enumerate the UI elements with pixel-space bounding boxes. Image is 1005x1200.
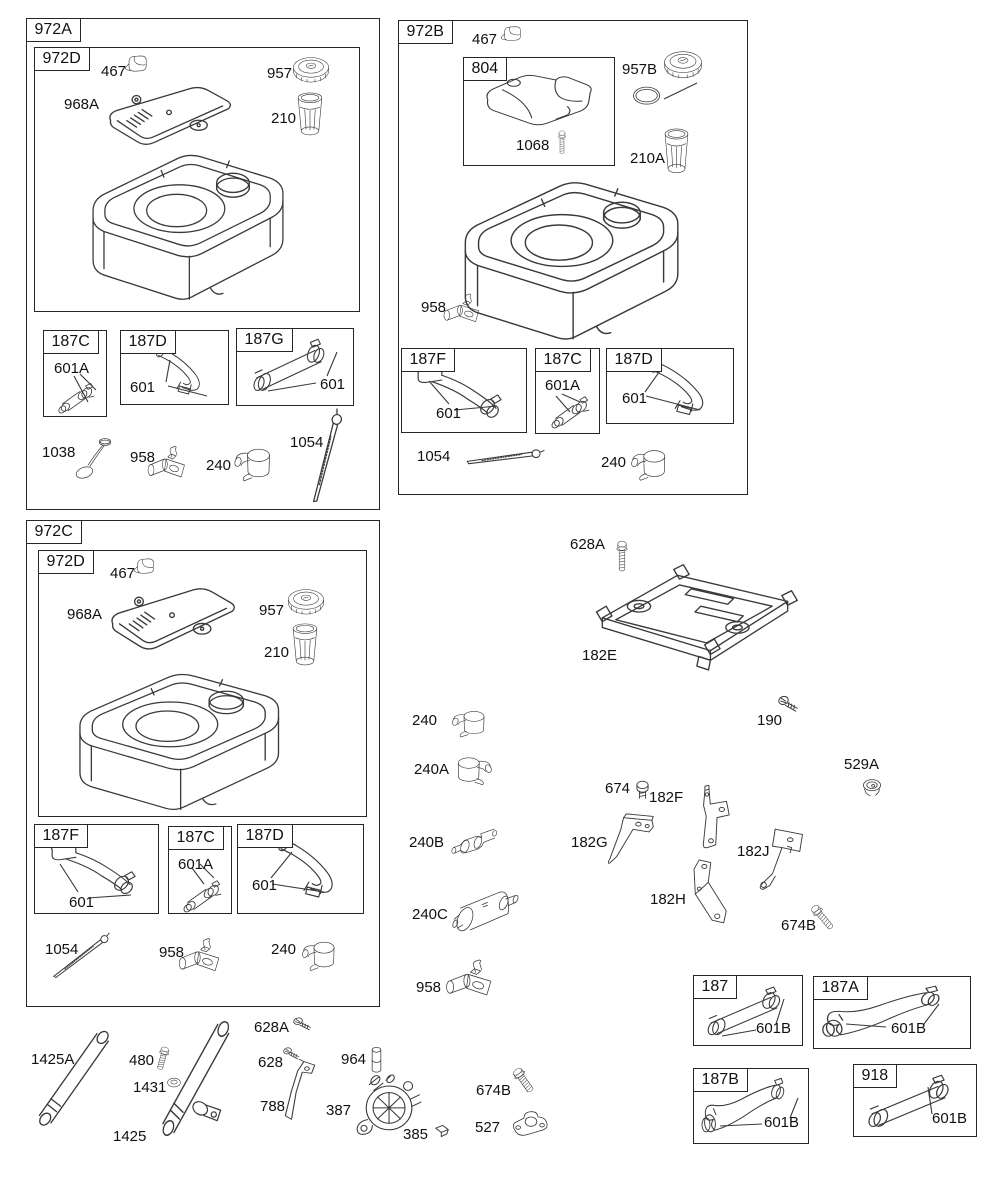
section-tag-187C-c: 187C: [168, 826, 224, 850]
part-label-958-b: 958: [421, 299, 447, 316]
part-label-210A: 210A: [630, 150, 666, 167]
part-label-182G: 182G: [571, 834, 608, 851]
part-label-240-mid: 240: [412, 712, 438, 729]
part-label-958-c: 958: [159, 944, 185, 961]
section-tag-187: 187: [693, 975, 738, 999]
section-tag-187D-b: 187D: [606, 348, 662, 372]
bracket-drawing-182J: [752, 824, 810, 896]
part-label-240A: 240A: [414, 761, 450, 778]
part-label-240B: 240B: [409, 834, 445, 851]
part-label-674B-bottom: 674B: [476, 1082, 512, 1099]
section-tag-972D-a: 972D: [34, 47, 90, 71]
part-label-628A-bottom: 628A: [254, 1019, 290, 1036]
elbow-fitting-drawing-240-c: [298, 934, 340, 976]
part-label-601B-187B: 601B: [764, 1114, 800, 1131]
part-label-957-a: 957: [267, 65, 293, 82]
filter-screen-drawing-210-c: [291, 623, 319, 668]
part-label-601-187F-c: 601: [69, 894, 95, 911]
fuel-valve-drawing-958-c: [177, 934, 227, 978]
part-label-628A-mid: 628A: [570, 536, 606, 553]
part-label-1054-a: 1054: [290, 434, 324, 451]
section-tag-187C-a: 187C: [43, 330, 99, 354]
fuel-valve-drawing-958-b: [442, 290, 486, 328]
part-label-957B: 957B: [622, 61, 658, 78]
screw-drawing-385: [433, 1124, 451, 1138]
section-tag-187D-a: 187D: [120, 330, 176, 354]
part-label-210-c: 210: [264, 644, 290, 661]
part-label-958-a: 958: [130, 449, 156, 466]
part-label-190: 190: [757, 712, 783, 729]
part-label-601A-a: 601A: [54, 360, 90, 377]
part-label-601-187D-b: 601: [622, 390, 648, 407]
part-label-480: 480: [129, 1052, 155, 1069]
part-label-968A-c: 968A: [67, 606, 103, 623]
elbow-fitting-drawing-240-mid: [448, 704, 490, 742]
section-tag-187F-b: 187F: [401, 348, 455, 372]
section-tag-804: 804: [463, 57, 508, 81]
tank-cover-drawing-968A-c: [104, 585, 240, 655]
section-tag-972A: 972A: [26, 18, 81, 42]
inline-filter-drawing-240C: [452, 880, 522, 936]
cap-tether-ring-drawing-957B: [630, 82, 668, 107]
part-label-601-187F-b: 601: [436, 405, 462, 422]
part-label-385: 385: [403, 1126, 429, 1143]
part-label-1054-c: 1054: [45, 941, 79, 958]
part-label-182J: 182J: [737, 843, 770, 860]
section-tag-972D-c: 972D: [38, 550, 94, 574]
bolt-drawing-674: [635, 780, 650, 802]
part-label-1054-b: 1054: [417, 448, 451, 465]
clamp-drawing-527: [510, 1110, 552, 1138]
part-label-601-187D-a: 601: [130, 379, 156, 396]
screw-drawing-628A-bottom: [293, 1016, 313, 1032]
part-label-1425: 1425: [113, 1128, 147, 1145]
part-label-387: 387: [326, 1102, 352, 1119]
part-label-529A: 529A: [844, 756, 880, 773]
part-label-467-a: 467: [101, 63, 127, 80]
section-tag-972C: 972C: [26, 520, 82, 544]
part-label-467-b: 467: [472, 31, 498, 48]
fuel-fitting-drawing-601A-c: [180, 872, 226, 914]
part-label-467-c: 467: [110, 565, 136, 582]
fuel-fitting-drawing-601A-b: [548, 388, 594, 430]
section-tag-187G-a: 187G: [236, 328, 293, 352]
part-label-601A-c: 601A: [178, 856, 214, 873]
section-tag-187B: 187B: [693, 1068, 748, 1092]
part-label-182H: 182H: [650, 891, 686, 908]
part-label-601B-918: 601B: [932, 1110, 968, 1127]
mounting-bracket-drawing-182E: [583, 556, 805, 696]
part-label-210-a: 210: [271, 110, 297, 127]
fuel-cap-drawing-957B: [662, 50, 704, 83]
grommet-drawing-529A: [860, 778, 884, 799]
fuel-cap-drawing-957-a: [291, 56, 331, 87]
bracket-drawing-182G: [606, 810, 660, 868]
part-label-964: 964: [341, 1051, 367, 1068]
tube-clamp-drawing-1425: [190, 1096, 224, 1126]
part-label-957-c: 957: [259, 602, 285, 619]
part-label-601B-187A: 601B: [891, 1020, 927, 1037]
fuel-pickup-drawing-1038: [72, 436, 118, 484]
part-label-674B-mid: 674B: [781, 917, 817, 934]
part-label-240-a: 240: [206, 457, 232, 474]
fuel-line-tube-drawing-1425A: [28, 1030, 116, 1134]
part-label-240-c: 240: [271, 941, 297, 958]
part-label-601B-187: 601B: [756, 1020, 792, 1037]
part-label-1068: 1068: [516, 137, 550, 154]
section-tag-187F-c: 187F: [34, 824, 88, 848]
fuel-valve-drawing-958-mid: [444, 955, 500, 1003]
part-label-601-187D-c: 601: [252, 877, 278, 894]
fuel-tank-drawing-c: [60, 660, 288, 812]
part-label-1431: 1431: [133, 1079, 167, 1096]
part-label-1038: 1038: [42, 444, 76, 461]
elbow-fitting-drawing-240-a: [230, 440, 276, 487]
part-label-182E: 182E: [582, 647, 618, 664]
filter-screen-drawing-210-a: [296, 92, 324, 138]
part-label-240C: 240C: [412, 906, 448, 923]
vent-cap-drawing-467-b: [500, 24, 524, 44]
vent-cap-drawing-467-a: [124, 53, 150, 75]
part-label-182F: 182F: [649, 789, 684, 806]
section-tag-972B: 972B: [398, 20, 453, 44]
part-label-1425A: 1425A: [31, 1051, 75, 1068]
cable-tie-drawing-1054-b: [462, 446, 548, 466]
section-tag-187C-b: 187C: [535, 348, 591, 372]
fuel-tank-drawing-a: [74, 140, 292, 302]
part-label-601-187G-a: 601: [320, 376, 346, 393]
part-label-958-mid: 958: [416, 979, 442, 996]
section-tag-187D-c: 187D: [237, 824, 293, 848]
elbow-fitting-drawing-240-b: [627, 442, 671, 486]
inline-filter-drawing-240B: [450, 820, 498, 860]
vent-cap-drawing-467-c: [133, 556, 157, 577]
part-label-788: 788: [260, 1098, 286, 1115]
elbow-fitting-drawing-240A: [452, 750, 496, 790]
section-tag-187A: 187A: [813, 976, 868, 1000]
part-label-968A-a: 968A: [64, 96, 100, 113]
part-label-628: 628: [258, 1054, 284, 1071]
part-label-601A-b: 601A: [545, 377, 581, 394]
part-label-527: 527: [475, 1119, 501, 1136]
screw-drawing-1068: [557, 130, 567, 156]
part-label-674: 674: [605, 780, 631, 797]
bracket-drawing-182F: [686, 785, 740, 853]
screw-drawing-190: [778, 694, 800, 714]
fuel-cap-drawing-957-c: [286, 588, 326, 619]
part-label-240-b: 240: [601, 454, 627, 471]
fuel-fitting-drawing-601A-a: [55, 375, 99, 415]
section-tag-918: 918: [853, 1064, 898, 1088]
